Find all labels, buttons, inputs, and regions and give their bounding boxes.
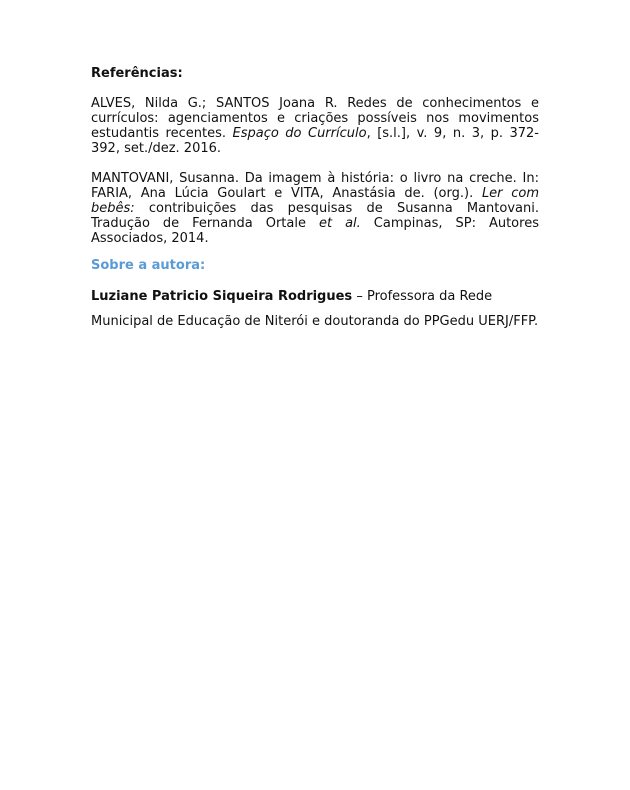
reference-alves — [91, 96, 539, 156]
reference-et-al: et al. — [318, 216, 361, 231]
author-bio-line-2: Municipal de Educação de Niterói e doutoranda do PPGedu UERJ/FFP. — [91, 314, 539, 329]
reference-book-title: Ler com bebês: — [91, 186, 539, 216]
author-name: Luziane Patricio Siqueira Rodrigues — [91, 289, 353, 304]
page-content — [91, 66, 539, 338]
author-bio-text: – Professora da Rede — [352, 289, 493, 304]
reference-text: contribuições das pesquisas de Susanna Mantovani. Tradução de Fernanda Ortale — [91, 201, 539, 231]
reference-text: , [s.l.], v. 9, n. 3, p. 372-392, set./dez. 2016. — [91, 126, 539, 156]
references-heading: Referências: — [91, 66, 183, 81]
reference-text: MANTOVANI, Susanna. Da imagem à história: o livro na creche. In: FARIA, Ana Lúcia Goulart e VITA, Anastásia de. (org.). — [91, 171, 539, 201]
author-bio-line-1 — [91, 288, 539, 305]
reference-journal-title: Espaço do Currículo — [232, 126, 367, 141]
reference-mantovani — [91, 171, 539, 246]
reference-text: Campinas, SP: Autores Associados, 2014. — [91, 216, 539, 246]
about-author-heading: Sobre a autora: — [91, 258, 206, 273]
reference-text: ALVES, Nilda G.; SANTOS Joana R. Redes de conhecimentos e currículos: agenciamentos e criações possíveis nos movimentos estudantis recentes. — [91, 96, 539, 141]
